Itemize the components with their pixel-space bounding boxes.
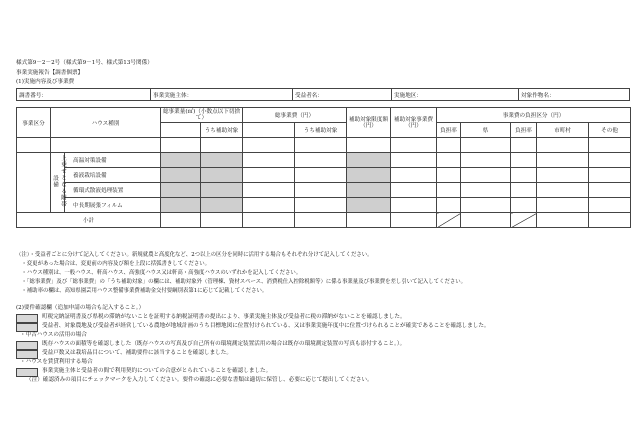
col-house-type: ハウス種別	[51, 108, 161, 138]
check-box[interactable]	[16, 341, 38, 350]
table-row: 高温対策設備	[65, 153, 161, 168]
note-line: ・補助率の欄は、高知県園芸用ハウス整備事業費補助金交付要綱別表第1に応じて記載してください。	[16, 288, 268, 294]
requirement-heading: ・中古ハウスの活用の場合	[20, 332, 87, 338]
col-other: その他	[589, 123, 631, 138]
section2-title: (2)要件確認欄（追加申請の場合も記入すること。）	[16, 305, 145, 311]
header-fields-row	[16, 88, 630, 101]
requirement-line: 町税完納証明書及び県税の滞納がないことを証明する納税証明書の提出により、事業実施主体及び受益者に税の滞納がないことを確認しました。	[42, 314, 406, 320]
crop-field: 対象作物名：	[521, 92, 555, 99]
report-title: 事業実施報告【調書個票】	[16, 70, 84, 76]
col-area-sub: うち補助対象	[201, 123, 243, 138]
requirement-line: 事業実施主体と受益者の間で利用契約についての合意がとられていることを確認しました。	[42, 368, 272, 374]
note-line: （注）・受益者ごとに分けて記入してください。新規就農と高度化など、2つ以上の区分を同時に活用する場合もそれぞれ分けて記入してください。	[16, 252, 373, 258]
col-burden: 事業費の負担区分（円）	[437, 108, 631, 123]
section1-title: (1)実施内容及び事業費	[16, 79, 75, 85]
recipient-field: 受益者名：	[293, 89, 392, 100]
expense-table	[16, 107, 631, 228]
col-limit: 補助対象限度額（円）	[347, 108, 391, 138]
requirement-note: （注）確認済みの項目にチェックマークを入力してください。要件の確認に必要な書類は適切に保管し、必要に応じて提出してください。	[26, 377, 373, 383]
table-row: 循環式散液処理装置	[65, 183, 161, 198]
form-number: 様式第9－2－2号（様式第9－1号、様式第13号関係）	[16, 60, 153, 66]
subtotal-label: 小計	[17, 213, 161, 228]
col-subsidy: 補助対象事業費（円）	[391, 108, 437, 138]
col-area: 総事業量(㎡)（小数点以下切捨て）	[161, 108, 243, 123]
note-line: ・「総事業費」及び「総事業費」の「うち補助対象」の欄には、補助対象外（管理棟、資材スペース、消費税仕入控除税額等）に係る事業量及び事業費を差し引いて記入してください。	[16, 279, 467, 285]
area-field: 実施地区：	[392, 89, 519, 100]
col-cost-sub: うち補助対象	[295, 123, 347, 138]
col-burden-rate-pref: 負担率	[437, 123, 461, 138]
implementer-field: 事業実施主体：	[151, 89, 293, 100]
check-box[interactable]	[16, 350, 38, 359]
col-cost: 総事業費（円）	[243, 108, 347, 123]
vertical-label-cell	[51, 153, 65, 213]
survey-no-field: 調書番号：	[17, 89, 151, 100]
vertical-label: 上乗せとなる附帯設備	[52, 155, 66, 208]
col-pref: 県	[461, 123, 511, 138]
col-category: 事業区分	[17, 108, 51, 138]
col-muni: 市町村	[537, 123, 589, 138]
requirement-line: 受益者、対象農地及び受益者が経営している農地が地域計画のうち目標地図に位置付けられている、又は事業実施年度中に位置づけられることが確実であることを確認しました。	[42, 323, 490, 329]
check-box[interactable]	[16, 323, 38, 332]
col-burden-rate-muni: 負担率	[511, 123, 537, 138]
requirement-heading: ・ハウスを賃貸利用する場合	[20, 359, 93, 365]
table-row: 中長期展張フィルム	[65, 198, 161, 213]
check-box[interactable]	[16, 314, 38, 323]
table-row: 養液栽培設備	[65, 168, 161, 183]
note-line: ・変更があった場合は、変更前の内容及び額を上段に括弧書きしてください。	[16, 261, 211, 267]
requirement-line: 受益戸数又は栽培品目について、補助要件に該当することを確認しました。	[42, 350, 232, 356]
note-line: ・ハウス種別は、一般ハウス、軒高ハウス、高強度ハウス又は軒高・高強度ハウスのいずれかを記入してください。	[16, 270, 302, 276]
requirement-line: 既存ハウスの面積等を確認しました（既存ハウスの写真及び自己所有の環境測定装置活用の場合は既存の環境測定装置の写真も添付すること。）。	[42, 341, 406, 347]
check-box[interactable]	[16, 368, 38, 377]
